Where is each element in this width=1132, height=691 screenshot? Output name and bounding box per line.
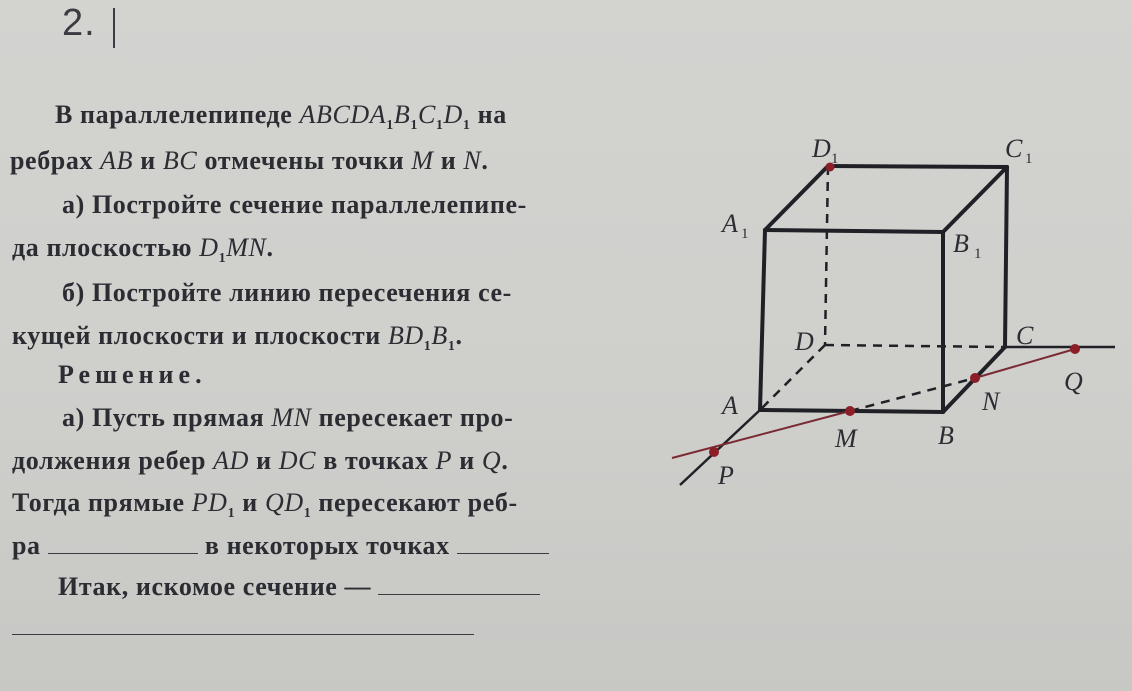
text-line-12: Итак, искомое сечение — xyxy=(58,572,540,602)
label-d1-sub: 1 xyxy=(831,151,839,167)
text-line-3: а) Постройте сечение параллелепипе- xyxy=(62,190,527,219)
text-line-4: да плоскостью $D_1MN$. xyxy=(12,233,274,267)
edge-d1-c1 xyxy=(828,166,1007,167)
label-b1-sub: 1 xyxy=(974,246,982,262)
text-line-1: В параллелепипеде $ABCDA_1B_1C_1D_1$ на xyxy=(55,100,507,134)
point-p xyxy=(709,447,719,457)
label-a1: A xyxy=(722,209,738,238)
hidden-edge-d-a xyxy=(760,345,825,410)
point-m xyxy=(845,406,855,416)
text-line-11: ра в некоторых точках xyxy=(12,531,549,561)
label-q: Q xyxy=(1064,367,1083,396)
point-q xyxy=(1070,344,1080,354)
label-b: B xyxy=(938,421,954,450)
hidden-edge-d-c xyxy=(825,345,1005,347)
edge-c1-b1 xyxy=(943,167,1007,232)
label-p: P xyxy=(718,461,734,490)
text-line-5: б) Постройте линию пересечения се- xyxy=(62,278,512,307)
text-line-6: кущей плоскости и плоскости $BD_1B_1$. xyxy=(12,321,463,355)
edge-a1-a xyxy=(760,230,765,410)
label-c1-sub: 1 xyxy=(1025,151,1033,167)
label-c1: C xyxy=(1005,134,1023,163)
line-p-m xyxy=(672,411,850,458)
label-b1: B xyxy=(953,229,969,258)
edge-a1-d1 xyxy=(765,166,828,230)
text-line-8: а) Пусть прямая MN пересекает про- xyxy=(62,403,514,432)
label-c: C xyxy=(1016,321,1034,350)
label-d1: D xyxy=(812,134,831,163)
text-line-10: Тогда прямые $PD_1$ и $QD_1$ пересекают реб- xyxy=(12,488,518,522)
hidden-segment-mn xyxy=(850,378,975,411)
label-a1-sub: 1 xyxy=(741,226,749,242)
edge-a1-b1 xyxy=(765,230,943,232)
solution-heading: Решение. xyxy=(58,360,207,389)
point-n xyxy=(970,373,980,383)
problem-number: 2. xyxy=(62,2,96,44)
label-d: D xyxy=(795,327,814,356)
label-n: N xyxy=(982,387,1000,416)
label-m: M xyxy=(835,424,857,453)
edge-c1-c xyxy=(1005,167,1007,347)
text-line-9: должения ребер AD и DC в точках P и Q. xyxy=(12,446,509,475)
hidden-edge-d1-d xyxy=(825,166,828,345)
label-a: A xyxy=(722,391,738,420)
text-line-2: ребрах AB и BC отмечены точки M и N. xyxy=(10,146,489,175)
